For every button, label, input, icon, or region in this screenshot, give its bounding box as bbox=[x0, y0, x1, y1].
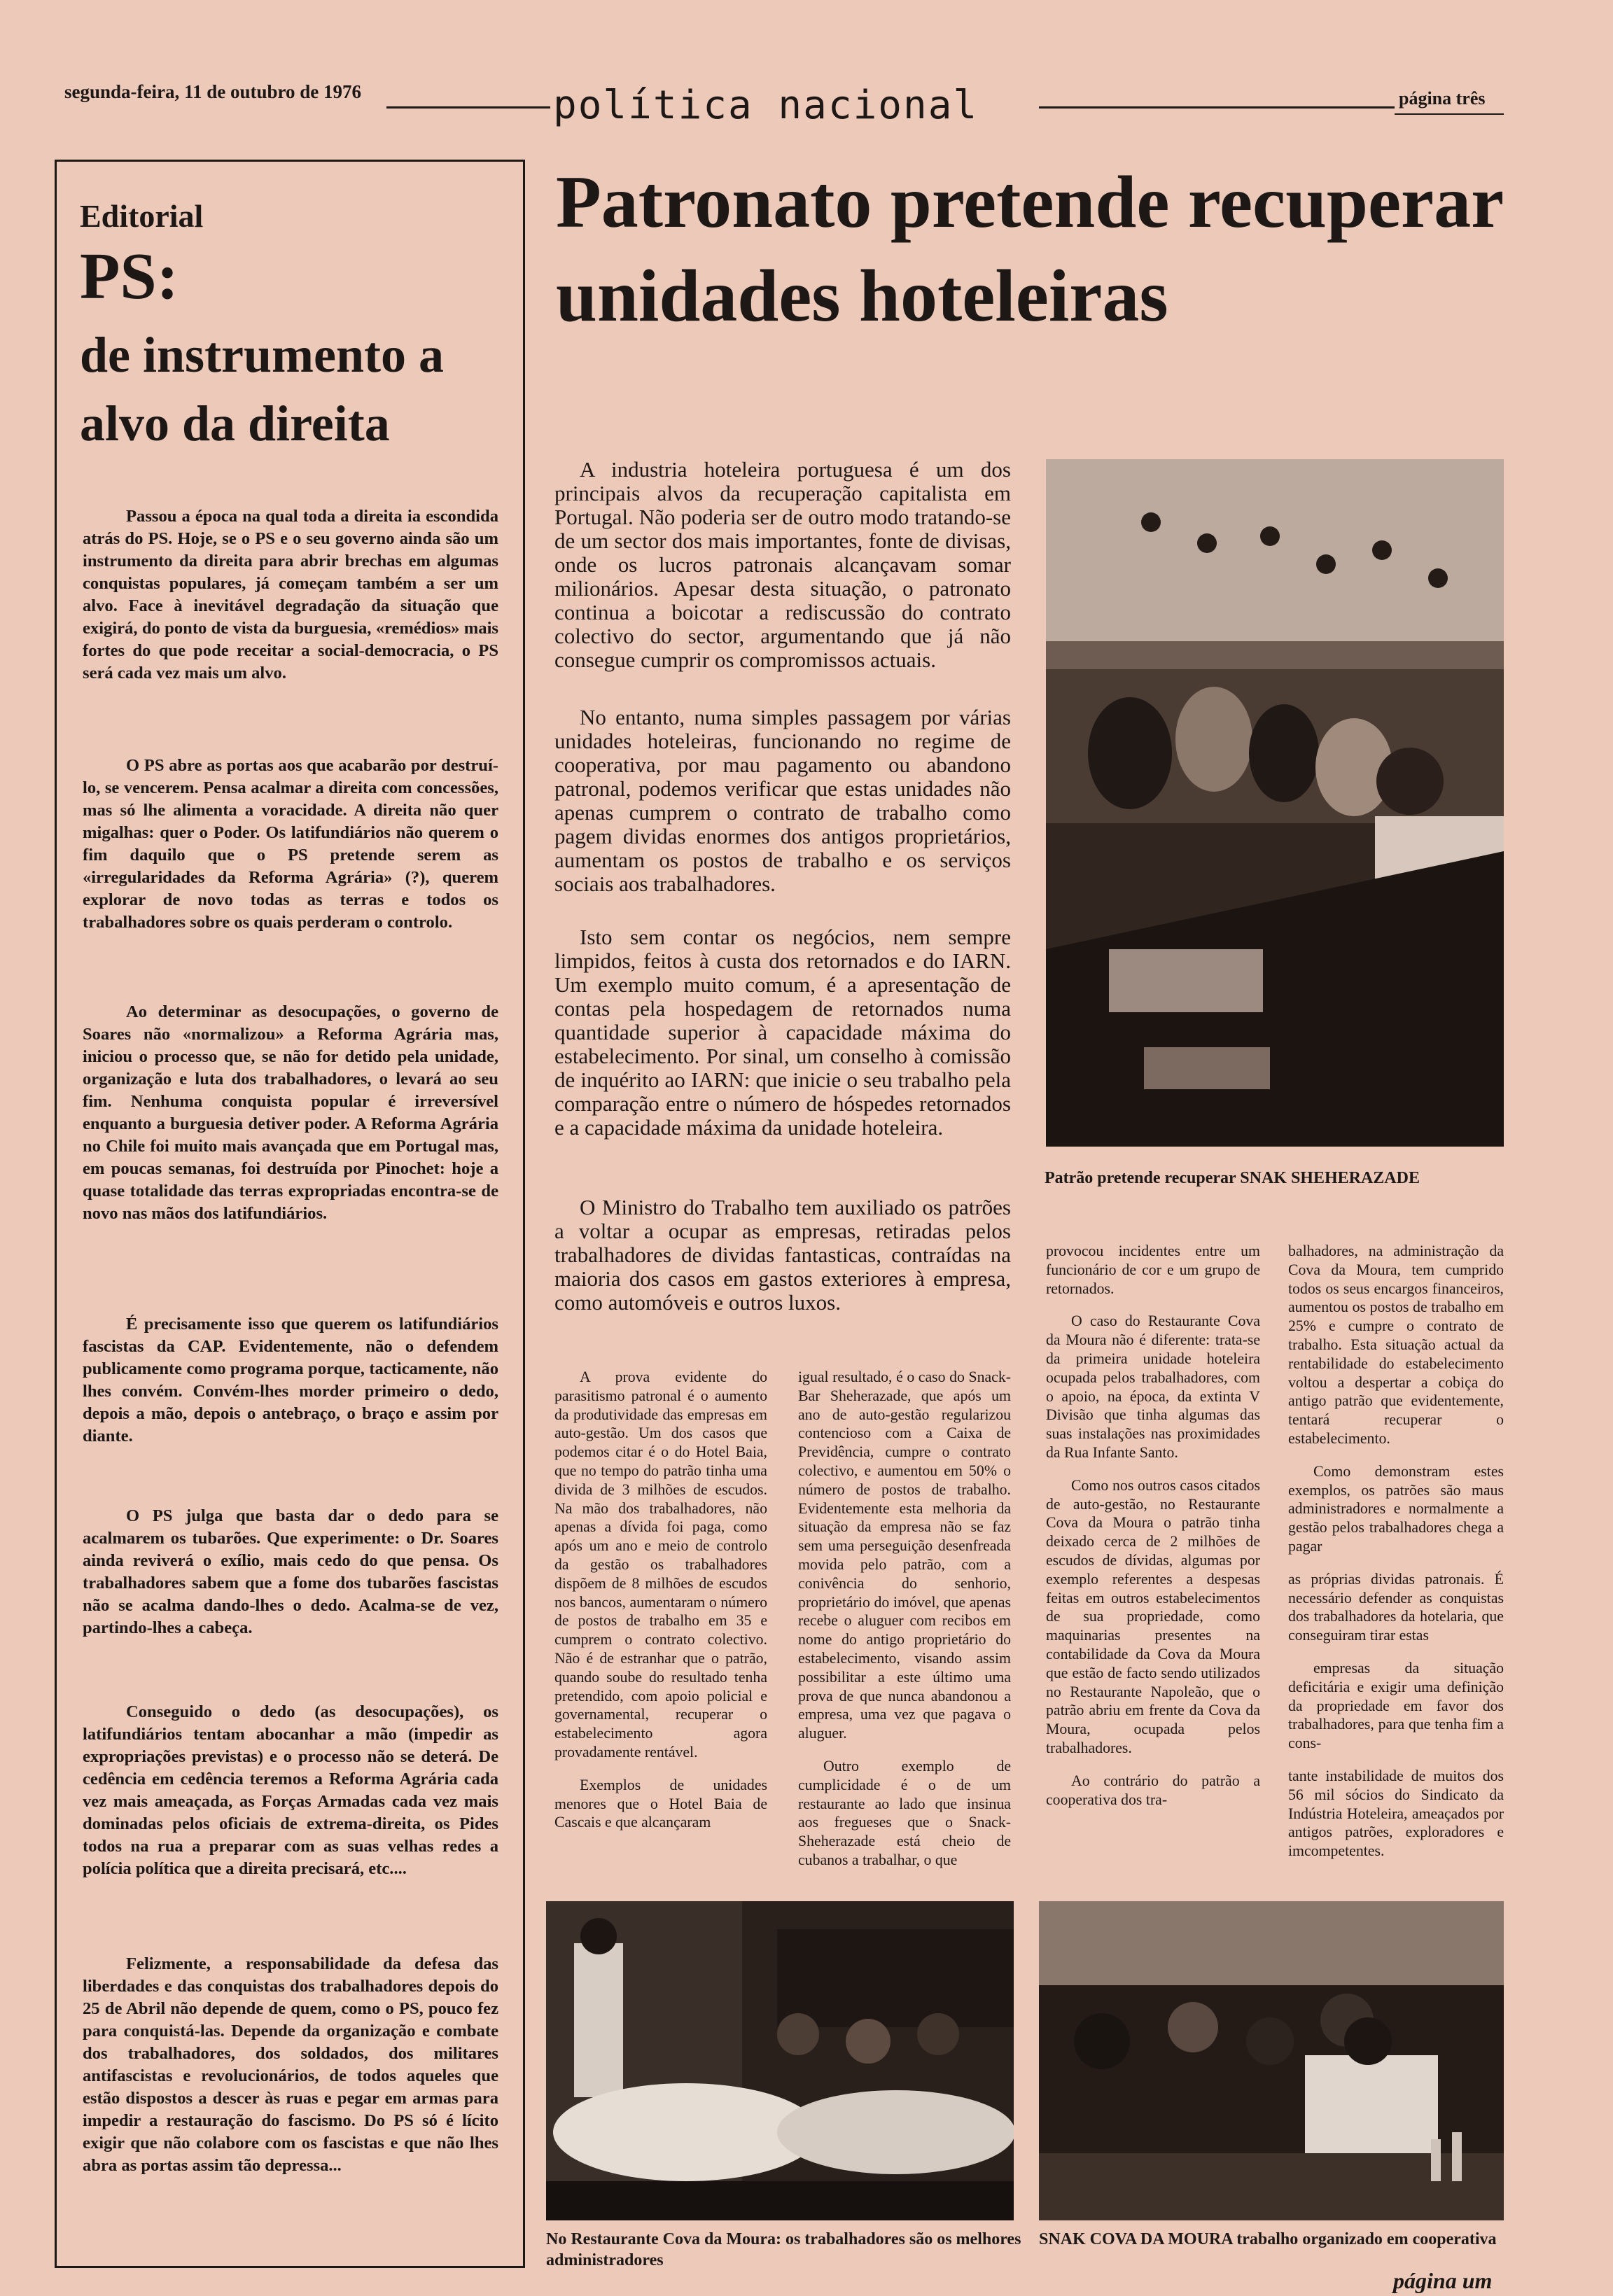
footer-page-tag: página um bbox=[1393, 2268, 1493, 2293]
article-column-1 bbox=[554, 1368, 767, 1832]
editorial-subtitle: de instrumento a alvo da direita bbox=[80, 327, 444, 451]
article-col2-paragraph: Outro exemplo de cumplicidade é o de um restaurante ao lado que insinua aos fregueses que o Snack-Sheherazade está cheio de cubanos a trabalhar, o que bbox=[798, 1757, 1011, 1868]
editorial-title: PS: bbox=[80, 240, 179, 313]
article-column-4 bbox=[1288, 1242, 1504, 1861]
article-col4-paragraph: empresas da situação deficitária e exigir uma definição da propriedade em favor dos trabalhadores, para que tenha fim a cons- bbox=[1288, 1659, 1504, 1752]
article-col2-paragraph: igual resultado, é o caso do Snack-Bar Sheherazade, que após um ano de auto-gestão regularizou contencioso com a Caixa de Previdência, cumpre o contrato colectivo, e aumentou em 50% o número de postos de trabalho. Evidentemente esta melhoria da situação da empresa não se faz sem uma perseguição desenfreada movida pelo patrão, com a conivência do senhorio, proprietário do imóvel, que apenas recebe o aluguer com recibos em nome do antigo proprietário do estabelecimento, visando assim possibilitar a este último uma prova de que nunca abandonou a empresa, uma vez que pagava o aluguer. bbox=[798, 1368, 1011, 1742]
editorial-paragraph: Passou a época na qual toda a direita ia escondida atrás do PS. Hoje, se o PS e o seu governo ainda são um instrumento da direita para abrir brechas em algumas conquistas populares, já começam também a ser um alvo. Face à inevitável degradação da situação que exigirá, do ponto de vista da burguesia, «remédios» mais fortes do que pode receitar a social-democracia, o PS será cada vez mais um alvo. bbox=[83, 507, 498, 682]
masthead-rule-page bbox=[1395, 113, 1504, 115]
article-col4-paragraph: Como demonstram estes exemplos, os patrões são maus administradores e normalmente a gestão pelos trabalhadores chega a pagar bbox=[1288, 1462, 1504, 1555]
article-lead-paragraph: A industria hoteleira portuguesa é um dos principais alvos da recuperação capitalista em Portugal. Não poderia ser de outro modo tratando-se de um sector dos mais importantes, fonte de divisas, onde os lucros patronais alcançavam somar milionários. Apesar desta situação, o patronato continua a boicotar a rediscussão do contrato colectivo do sector, argumentando que já não consegue cumprir os compromissos actuais. bbox=[554, 457, 1011, 672]
editorial-paragraph: Ao determinar as desocupações, o governo de Soares não «normalizou» a Reforma Agrária mas, iniciou o processo que, se não for detido pela unidade, organização e luta dos trabalhadores, o levará ao seu fim. Nenhuma conquista popular é irreversível enquanto a burguesia detiver poder. A Reforma Agrária no Chile foi muito mais avançada que em Portugal mas, em poucas semanas, foi destruída por Pinochet: hoje a quase totalidade das terras expropriadas encontra-se de novo nas mãos dos latifundiários. bbox=[83, 1002, 498, 1223]
photo-caption-snak-cova-da-moura: SNAK COVA DA MOURA trabalho organizado em cooperativa bbox=[1039, 2230, 1497, 2248]
article-col3-paragraph: provocou incidentes entre um funcionário de cor e um grupo de retornados. bbox=[1046, 1242, 1260, 1297]
masthead-rule-left bbox=[386, 106, 550, 108]
article-column-2 bbox=[798, 1368, 1011, 1870]
editorial-paragraph: O PS julga que basta dar o dedo para se acalmarem os tubarões. Que experimente: o Dr. Soares ainda reviverá o exílio, mais cedo do que pensa. Os trabalhadores sabem que a fome dos tubarões fascistas não se acalma dando-lhes o dedo. Acalma-se de vez, partindo-lhes a cabeça. bbox=[83, 1506, 498, 1637]
masthead-page-number: página três bbox=[1399, 88, 1486, 108]
editorial-paragraph: O PS abre as portas aos que acabarão por destruí-lo, se vencerem. Pensa acalmar a direita com concessões, mas só lhe alimenta a voracidade. A direita não quer migalhas: quer o Poder. Os latifundiários não querem o fim daquilo que o PS pretende serem as «irregularidades da Reforma Agrária» (?), querem explorar de novo todas as terras e todos os trabalhadores sobre os quais perderam o controlo. bbox=[83, 756, 498, 932]
masthead-date: segunda-feira, 11 de outubro de 1976 bbox=[64, 81, 362, 102]
photo-caption-snack-bar: Patrão pretende recuperar SNAK SHEHERAZADE bbox=[1045, 1169, 1420, 1187]
article-lead-paragraph: Isto sem contar os negócios, nem sempre limpidos, feitos à custa dos retornados e do IARN. Um exemplo muito comum, é a apresentação de contas pela hospedagem de retornados numa quantidade superior à capacidade máxima do estabelecimento. Por sinal, um conselho à comissão de inquérito ao IARN: que inicie o seu trabalho pela comparação entre o número de hóspedes retornados e a capacidade máxima da unidade hoteleira. bbox=[554, 925, 1011, 1140]
article-col3-paragraph: Como nos outros casos citados de auto-gestão, no Restaurante Cova da Moura o patrão tinha deixado cerca de 2 milhões de escudos de dívidas, algumas por exemplo referentes a despesas feitas em outros estabelecimentos de sua propriedade, como maquinarias presentes na contabilidade da Cova da Moura que estão de facto sendo utilizados no Restaurante Napoleão, que o patrão abriu em frente da Cova da Moura, ocupada pelos trabalhadores. bbox=[1046, 1476, 1260, 1756]
editorial-paragraph: Conseguido o dedo (as desocupações), os latifundiários tentam abocanhar a mão (impedir as expropriações previstas) e o processo não se deterá. De cedência em cedência teremos a Reforma Agrária cada vez mais ameaçada, as Forças Armadas cada vez mais dominadas pelos oficiais de extrema-direita, os Pides todos na rua a preparar com as suas velhas redes a polícia política que a direita precisará, etc.... bbox=[83, 1702, 498, 1878]
editorial-paragraph: Felizmente, a responsabilidade da defesa das liberdades e das conquistas dos trabalhadores depois do 25 de Abril não depende de quem, como o PS, pouco fez para conquistá-las. Depende da organização e combate dos trabalhadores, dos soldados, dos militares antifascistas e revolucionários, de todos aqueles que estão dispostos a descer às ruas e pegar em armas para impedir a restauração do fascismo. Do PS só é lícito exigir que não colabore com os fascistas e que não lhes abra as portas assim tão depressa... bbox=[83, 1954, 498, 2175]
article-headline: Patronato pretende recuperar unidades hoteleiras bbox=[556, 161, 1503, 337]
article-col4-paragraph: balhadores, na administração da Cova da Moura, tem cumprido todos os seus encargos financeiros, aumentou os postos de trabalho em 25% e cumpre o contrato de trabalho. Esta situação actual da rentabilidade do estabelecimento voltou a despertar a cobiça do antigo patrão que evidentemente, tentará recuperar o estabelecimento. bbox=[1288, 1242, 1504, 1447]
article-column-3 bbox=[1046, 1242, 1260, 1809]
masthead-rule-right bbox=[1039, 106, 1395, 108]
photo-caption-cova-da-moura: No Restaurante Cova da Moura: os trabalhadores são os melhores administradores bbox=[546, 2230, 1021, 2269]
photo-restaurant-cova-da-moura bbox=[546, 1901, 1014, 2220]
editorial-kicker: Editorial bbox=[80, 198, 204, 234]
article-col3-paragraph: Ao contrário do patrão a cooperativa dos tra- bbox=[1046, 1772, 1260, 1808]
article-col1-paragraph: A prova evidente do parasitismo patronal é o aumento da produtividade das empresas em auto-gestão. Um dos casos que podemos citar é o do Hotel Baia, que no tempo do patrão tinha uma divida de 3 milhões de escudos. Na mão dos trabalhadores, não apenas a dívida foi paga, como após um ano e meio de controlo da gestão os trabalhadores dispõem de 8 milhões de escudos nos bancos, aumentaram o número de postos de trabalho em 35 e cumprem o contrato colectivo. Não é de estranhar que o patrão, quando soube do resultado tenha pretendido, com apoio policial e governamental, recuperar o estabelecimento agora provadamente rentável. bbox=[554, 1368, 767, 1760]
article-col4-paragraph: tante instabilidade de muitos dos 56 mil sócios do Sindicato da Indústria Hoteleira, ameaçados por antigos patrões, exploradores e imcompetentes. bbox=[1288, 1767, 1504, 1860]
article-lead-paragraph: O Ministro do Trabalho tem auxiliado os patrões a voltar a ocupar as empresas, retiradas pelos trabalhadores de dividas fantasticas, contraídas na maioria dos casos em gastos exteriores à empresa, como automóveis e outros luxos. bbox=[554, 1195, 1011, 1315]
photo-snack-bar bbox=[1046, 459, 1504, 1147]
article-col1-paragraph: Exemplos de unidades menores que o Hotel Baia de Cascais e que alcançaram bbox=[554, 1776, 767, 1831]
article-col3-paragraph: O caso do Restaurante Cova da Moura não é diferente: trata-se da primeira unidade hoteleira ocupada pelos trabalhadores, com o apoio, na época, da extinta V Divisão que tinha algumas das suas instalações nas proximidades da Rua Infante Santo. bbox=[1046, 1312, 1260, 1461]
photo-snak-cova-da-moura bbox=[1039, 1901, 1504, 2220]
editorial-paragraph: É precisamente isso que querem os latifundiários fascistas da CAP. Evidentemente, não o defendem publicamente como programa porque, tacticamente, não lhes convém. Convém-lhes morder primeiro o dedo, depois a mão, depois o antebraço, o braço e assim por diante. bbox=[83, 1315, 498, 1446]
article-col4-paragraph: as próprias dividas patronais. É necessário defender as conquistas dos trabalhadores da hotelaria, que conseguiram tirar estas bbox=[1288, 1570, 1504, 1644]
masthead-section: política nacional bbox=[553, 83, 979, 128]
article-lead-paragraph: No entanto, numa simples passagem por várias unidades hoteleiras, funcionando no regime de cooperativa, por mau pagamento ou abandono patronal, podemos verificar que estas unidades não apenas cumprem o contrato de trabalho como pagem dividas enormes dos antigos proprietários, aumentam os postos de trabalho e os serviços sociais aos trabalhadores. bbox=[554, 705, 1011, 896]
